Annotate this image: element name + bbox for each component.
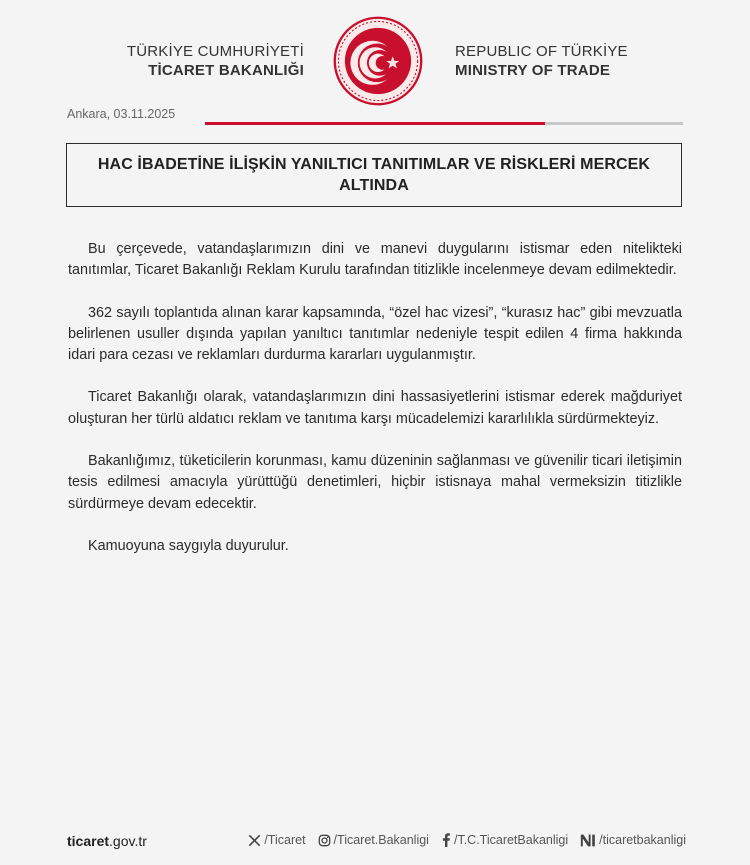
ministry-seal-logo [332,15,424,107]
title-box [66,143,682,207]
header-english [455,42,695,80]
social-facebook[interactable] [441,833,568,847]
paragraph: Bu çerçevede, vatandaşlarımızın dini ve manevi duygularını istismar eden nitelikteki tanıtımlar, Ticaret Bakanlığı Reklam Kurulu tarafından titizlikle incelenmeye devam edilmektedir. [68,241,682,279]
header-left-line2: TİCARET BAKANLIĞI [148,62,304,79]
site-name: ticaret [67,833,110,849]
footer [0,829,750,853]
social-handle: /T.C.TicaretBakanligi [453,833,569,847]
closing-line: Kamuoyuna saygıyla duyurulur. [88,537,289,554]
website-link[interactable] [67,833,147,849]
divider-red [205,122,545,125]
social-links [236,833,686,847]
nsosyal-icon [580,834,596,847]
social-x[interactable] [248,833,305,847]
site-domain: .gov.tr [109,833,147,849]
x-icon [248,834,261,847]
header-turkish [60,42,304,80]
page-title: HAC İBADETİNE İLİŞKİN YANILTICI TANITIMLAR VE RİSKLERİ MERCEK ALTINDA [97,156,651,194]
paragraph: 362 sayılı toplantıda alınan karar kapsamında, “özel hac vizesi”, “kurasız hac” gibi mevzuatla belirlenen usuller dışında yapılan yanıltıcı tanıtımlar nedeniyle tespit edilen 4 firma hakkında idari para cezası ve reklamları durdurma kararları uygulanmıştır. [68,304,682,364]
social-nsosyal[interactable] [580,833,686,847]
paragraph: Ticaret Bakanlığı olarak, vatandaşlarımızın dini hassasiyetlerini istismar ederek mağduriyet oluşturan her türlü aldatıcı reklam ve tanıtıma karşı mücadelemizi kararlılıkla sürdürmekteyiz. [68,389,682,427]
social-handle: /ticaretbakanligi [599,833,686,847]
header-left-line1: TÜRKİYE CUMHURİYETİ [126,43,304,60]
social-instagram[interactable] [318,833,429,847]
release-date: Ankara, 03.11.2025 [67,107,176,121]
social-handle: /Ticaret.Bakanligi [333,833,429,847]
body-text [68,239,682,578]
facebook-icon [441,833,451,847]
paragraph: Bakanlığımız, tüketicilerin korunması, kamu düzeninin sağlanması ve güvenilir ticari iletişimin tesis edilmesi amacıyla yürüttüğü denetimleri, hiçbir istisnaya mahal vermeksizin titizlikle sürdürmeye devam edecektir. [68,453,682,512]
header-right-line2: MINISTRY OF TRADE [455,62,611,79]
instagram-icon [318,834,331,847]
header-right-line1: REPUBLIC OF TÜRKİYE [455,43,628,60]
social-handle: /Ticaret [264,833,306,847]
